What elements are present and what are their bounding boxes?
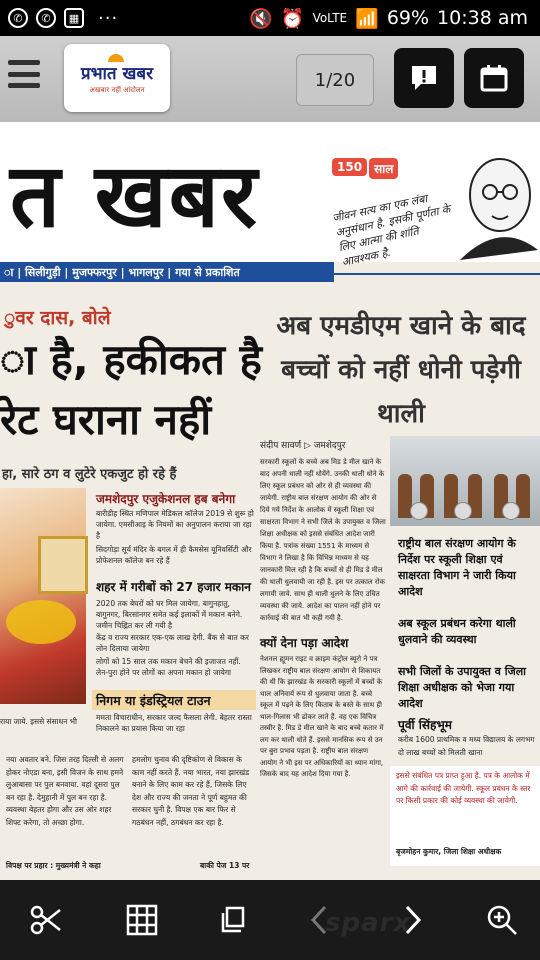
district-bullet: करीब 1600 प्राथमिक व मध्य विद्यालय के लगभग दो लाख बच्चों को मिलती खाना <box>398 735 535 757</box>
grid-icon <box>126 904 158 936</box>
clip-button[interactable] <box>24 898 68 942</box>
alert-button[interactable] <box>394 48 454 108</box>
gandhi-150-logo: 150 साल <box>330 150 398 197</box>
page-indicator[interactable]: 1/20 <box>296 54 374 106</box>
logo-sun-icon <box>108 54 124 62</box>
lead-story <box>0 282 262 880</box>
whatsapp-icon: ✆ <box>36 8 56 28</box>
gallery-icon: ▦ <box>64 8 84 28</box>
crop-button[interactable] <box>212 898 256 942</box>
story-kicker: ुवर दास, बोले <box>4 307 111 329</box>
box-bullet: लोगों को 15 साल तक मकान बेचने की इजाजत नहीं. लेन-पुरा होने पर लोगों का अपना मकान हो जायेगा <box>96 657 241 677</box>
official-quote: इससे संबंधित पत्र प्राप्त हुआ है. पत्र के आलोक में आगे की कार्रवाई की जायेगी. स्कूल प्रबंधन के स्तर पर किसी प्रकार की कोई व्यवस्था की जायेगी. <box>396 771 531 805</box>
chevron-left-icon <box>305 903 335 937</box>
story-subhead: विपक्ष पर प्रहार : मुख्यमंत्री ने कहा <box>6 861 101 870</box>
story-headline-line1: ा है, हकीकत है <box>0 335 262 384</box>
clock: 10:38 am <box>437 7 528 29</box>
battery-level: 69% <box>386 7 430 29</box>
box-title-township: निगम या इंडस्ट्रियल टाउन <box>92 690 256 710</box>
calendar-button[interactable] <box>464 48 524 108</box>
byline: संदीप सावर्ण ▷ जमशेदपुर <box>260 441 346 451</box>
app-logo[interactable] <box>64 44 170 112</box>
gandhi-portrait-icon <box>450 150 538 260</box>
bottom-toolbar <box>0 880 540 960</box>
official-name: बृजमोहन कुमार, जिला शिक्षा अधीक्षक <box>396 847 502 856</box>
district-title: पूर्वी सिंहभूम <box>398 718 452 732</box>
volte-label: VoLTE <box>312 11 348 25</box>
logo-tagline: अखबार नहीं आंदोलन <box>89 86 145 94</box>
app-toolbar <box>0 36 540 122</box>
scissors-icon <box>29 903 63 937</box>
story-headline-line2: रेट घराना नहीं <box>0 395 212 444</box>
box-bullet: 2020 तक बेघरों को घर मिल जायेगा. बागुनहातु, बागुनगर, बिरसानगर समेत कई इलाकों में मकान बनेगे. जमीन चिह्नित कर ली गयी है <box>96 599 243 630</box>
photo-caption: राया जाये. इससे संसाधन भी <box>0 717 77 726</box>
mute-icon: 🔇 <box>249 7 273 30</box>
box-bullet: ममता विचाराधीन, सरकार जल्द फैसला लेगी. बेहतर रास्ता निकालने का प्रयास किया जा रहा <box>96 713 252 733</box>
mdm-body: नेशनल ह्यूमन राइट व क्राइम कंट्रोल ब्यूरो ने पत्र लिखकर राष्ट्रीय बाल संरक्षण आयोग से शिकायत की थी कि झारखंड के सरकारी स्कूलों में बच्चों के थाल अनिवार्य रूप से धुलवाया जाता है. बच्चे स्कूल में पढ़ने के लिए किताब के बस्ते के साथ ही थाल-गिलास भी ढोकर लाते हैं. वह एक विचित्र तस्वीर है. मिड डे मील खाने के बाद बच्चे कतार में लग कर थाली धोते हैं. इससे मानसिक रूप से उन पर बुरा प्रभाव पड़ता है. राष्ट्रीय बाल संरक्षण आयोग ने भी इस पर अधिकारियों का ध्यान मांगा, जिसके बाद यह आदेश दिया गया है. <box>260 655 384 778</box>
alarm-icon: ⏰ <box>280 7 305 30</box>
gandhi-150-panel <box>330 150 540 269</box>
watermark-logo: sparx <box>325 908 412 938</box>
alert-icon <box>409 63 439 93</box>
mdm-subhead: क्यों देना पड़ा आदेश <box>260 636 349 650</box>
zoom-in-button[interactable] <box>480 898 524 942</box>
box-title-housing: शहर में गरीबों को 27 हजार मकान <box>96 580 251 594</box>
chevron-right-icon <box>397 903 427 937</box>
menu-icon[interactable] <box>8 60 40 88</box>
thumbnails-button[interactable] <box>120 898 164 942</box>
highlight-note: सभी जिलों के उपायुक्त व जिला शिक्षा अधीक्षक को भेजा गया आदेश <box>398 665 527 710</box>
highlight-note: राष्ट्रीय बाल संरक्षण आयोग के निर्देश पर स्कूली शिक्षा एवं साक्षरता विभाग ने जारी किया आदेश <box>398 537 516 598</box>
mdm-body: सरकारी स्कूलों के बच्चे अब मिड डे मील खाने के बाद अपनी थाली नहीं धोयेंगे. उनकी थाली धोने के लिए स्कूल प्रबंधन को ओर से ही व्यवस्था की जायेगी. राष्ट्रीय बाल संरक्षण आयोग की ओर से दिये गये निर्देश के आलोक में स्कूली शिक्षा एवं साक्षरता विभाग ने सभी जिले के उपायुक्त व जिला शिक्षा अधीक्षक को इससे संबंधित आदेश जारी किया है. पत्रांक संख्या 1551 के माध्यम से विभाग ने लिखा है कि विभिन्न माध्यम से यह जानकारी मिल रही है कि बच्चों से ही मिड डे मील की थाली धुलवायी जा रही है. इस पर तत्काल रोक लगायी जाये. साथ ही थाली धुलने के लिए उचित व्यवस्था की जाये. आदेश का पालन नहीं होने पर कार्रवाई की बात भी कही गयी है. <box>260 458 386 622</box>
box-bullet: बारीडीह स्थित मणिपाल मेडिकल कॉलेज 2019 से शुरू हो जायेगा. एमसीआइ के नियमों का अनुपालन कराया जा रहा है <box>96 509 254 540</box>
box-title-education: जमशेदपुर एजुकेशनल हब बनेगा <box>96 492 236 506</box>
story-body: नया अवतार बने. जिस तरह दिल्ली से अलग होकर नोएडा बना, इसी विजन के साथ हमने लुआबासा पर पुल बनवाया. वहां दूसरा पुल बन रहा है. देमुहानी में पुल बन रहा है. व्यवस्था बेहतर होगा और उस ओर शहर शिफ्ट करेगा, तो अच्छा होगा. <box>6 755 124 827</box>
official-quote-box <box>390 766 540 866</box>
wifi-icon: 📶 <box>355 7 379 30</box>
newspaper-page[interactable] <box>0 122 540 880</box>
divider <box>330 273 540 275</box>
continued-note: बाकी पेज 13 पर <box>200 861 250 870</box>
previous-page-button[interactable] <box>298 898 342 942</box>
box-bullet: केंद्र व राज्य सरकार एक-एक लाख देगी. बैंक से बात कर लोन दिलाया जायेगा <box>96 633 249 653</box>
more-notifications-icon: ··· <box>98 7 119 29</box>
status-bar <box>0 0 540 36</box>
mdm-headline: अब एमडीएम खाने के बाद बच्चों को नहीं धोनी पड़ेगी थाली <box>276 311 526 429</box>
crop-icon <box>218 904 250 936</box>
calendar-icon <box>479 63 509 93</box>
gandhi-quote: जीवन सत्य का एक लंबा अनुसंधान है. इसकी पूर्णता के लिए आत्मा की शांति आवश्यक है. <box>331 192 452 269</box>
box-bullet: सिदगोड़ा सूर्य मंदिर के बगल में ही कैमसेस यूनिवर्सिटी और प्रोफेशनल कॉलेज बन रहे हैं <box>96 545 252 565</box>
whatsapp-icon: ✆ <box>8 8 28 28</box>
story-subheadline: हा, सारे ठग व लुटेरे एकजुट हो रहे हैं <box>2 467 177 482</box>
story-photo <box>0 488 86 704</box>
zoom-in-icon <box>485 903 519 937</box>
children-photo <box>390 436 540 526</box>
next-page-button[interactable] <box>390 898 434 942</box>
masthead-title: त खबर <box>10 144 260 247</box>
editions-bar: ा | सिलीगुड़ी | मुजफ्फरपुर | भागलपुर | गया से प्रकाशित <box>0 262 334 282</box>
highlight-note: अब स्कूल प्रबंधन करेगा थाली धुलवाने की व्यवस्था <box>398 617 516 646</box>
story-body: हमलोग चुनाव की दृष्टिकोण से विकास के काम नहीं करते हैं. नया भारत, नया झारखंड बनाने के लिए काम कर रहे हैं, जिसके लिए देश और राज्य की जनता ने पूर्ण बहुमत की सरकार चुनी है. विपक्ष एक बार फिर से गठबंधन नहीं, ठगबंधन कर रहा है. <box>132 755 250 827</box>
mdm-story <box>260 282 540 880</box>
masthead <box>0 122 540 269</box>
logo-text: प्रभात खबर <box>80 64 154 84</box>
